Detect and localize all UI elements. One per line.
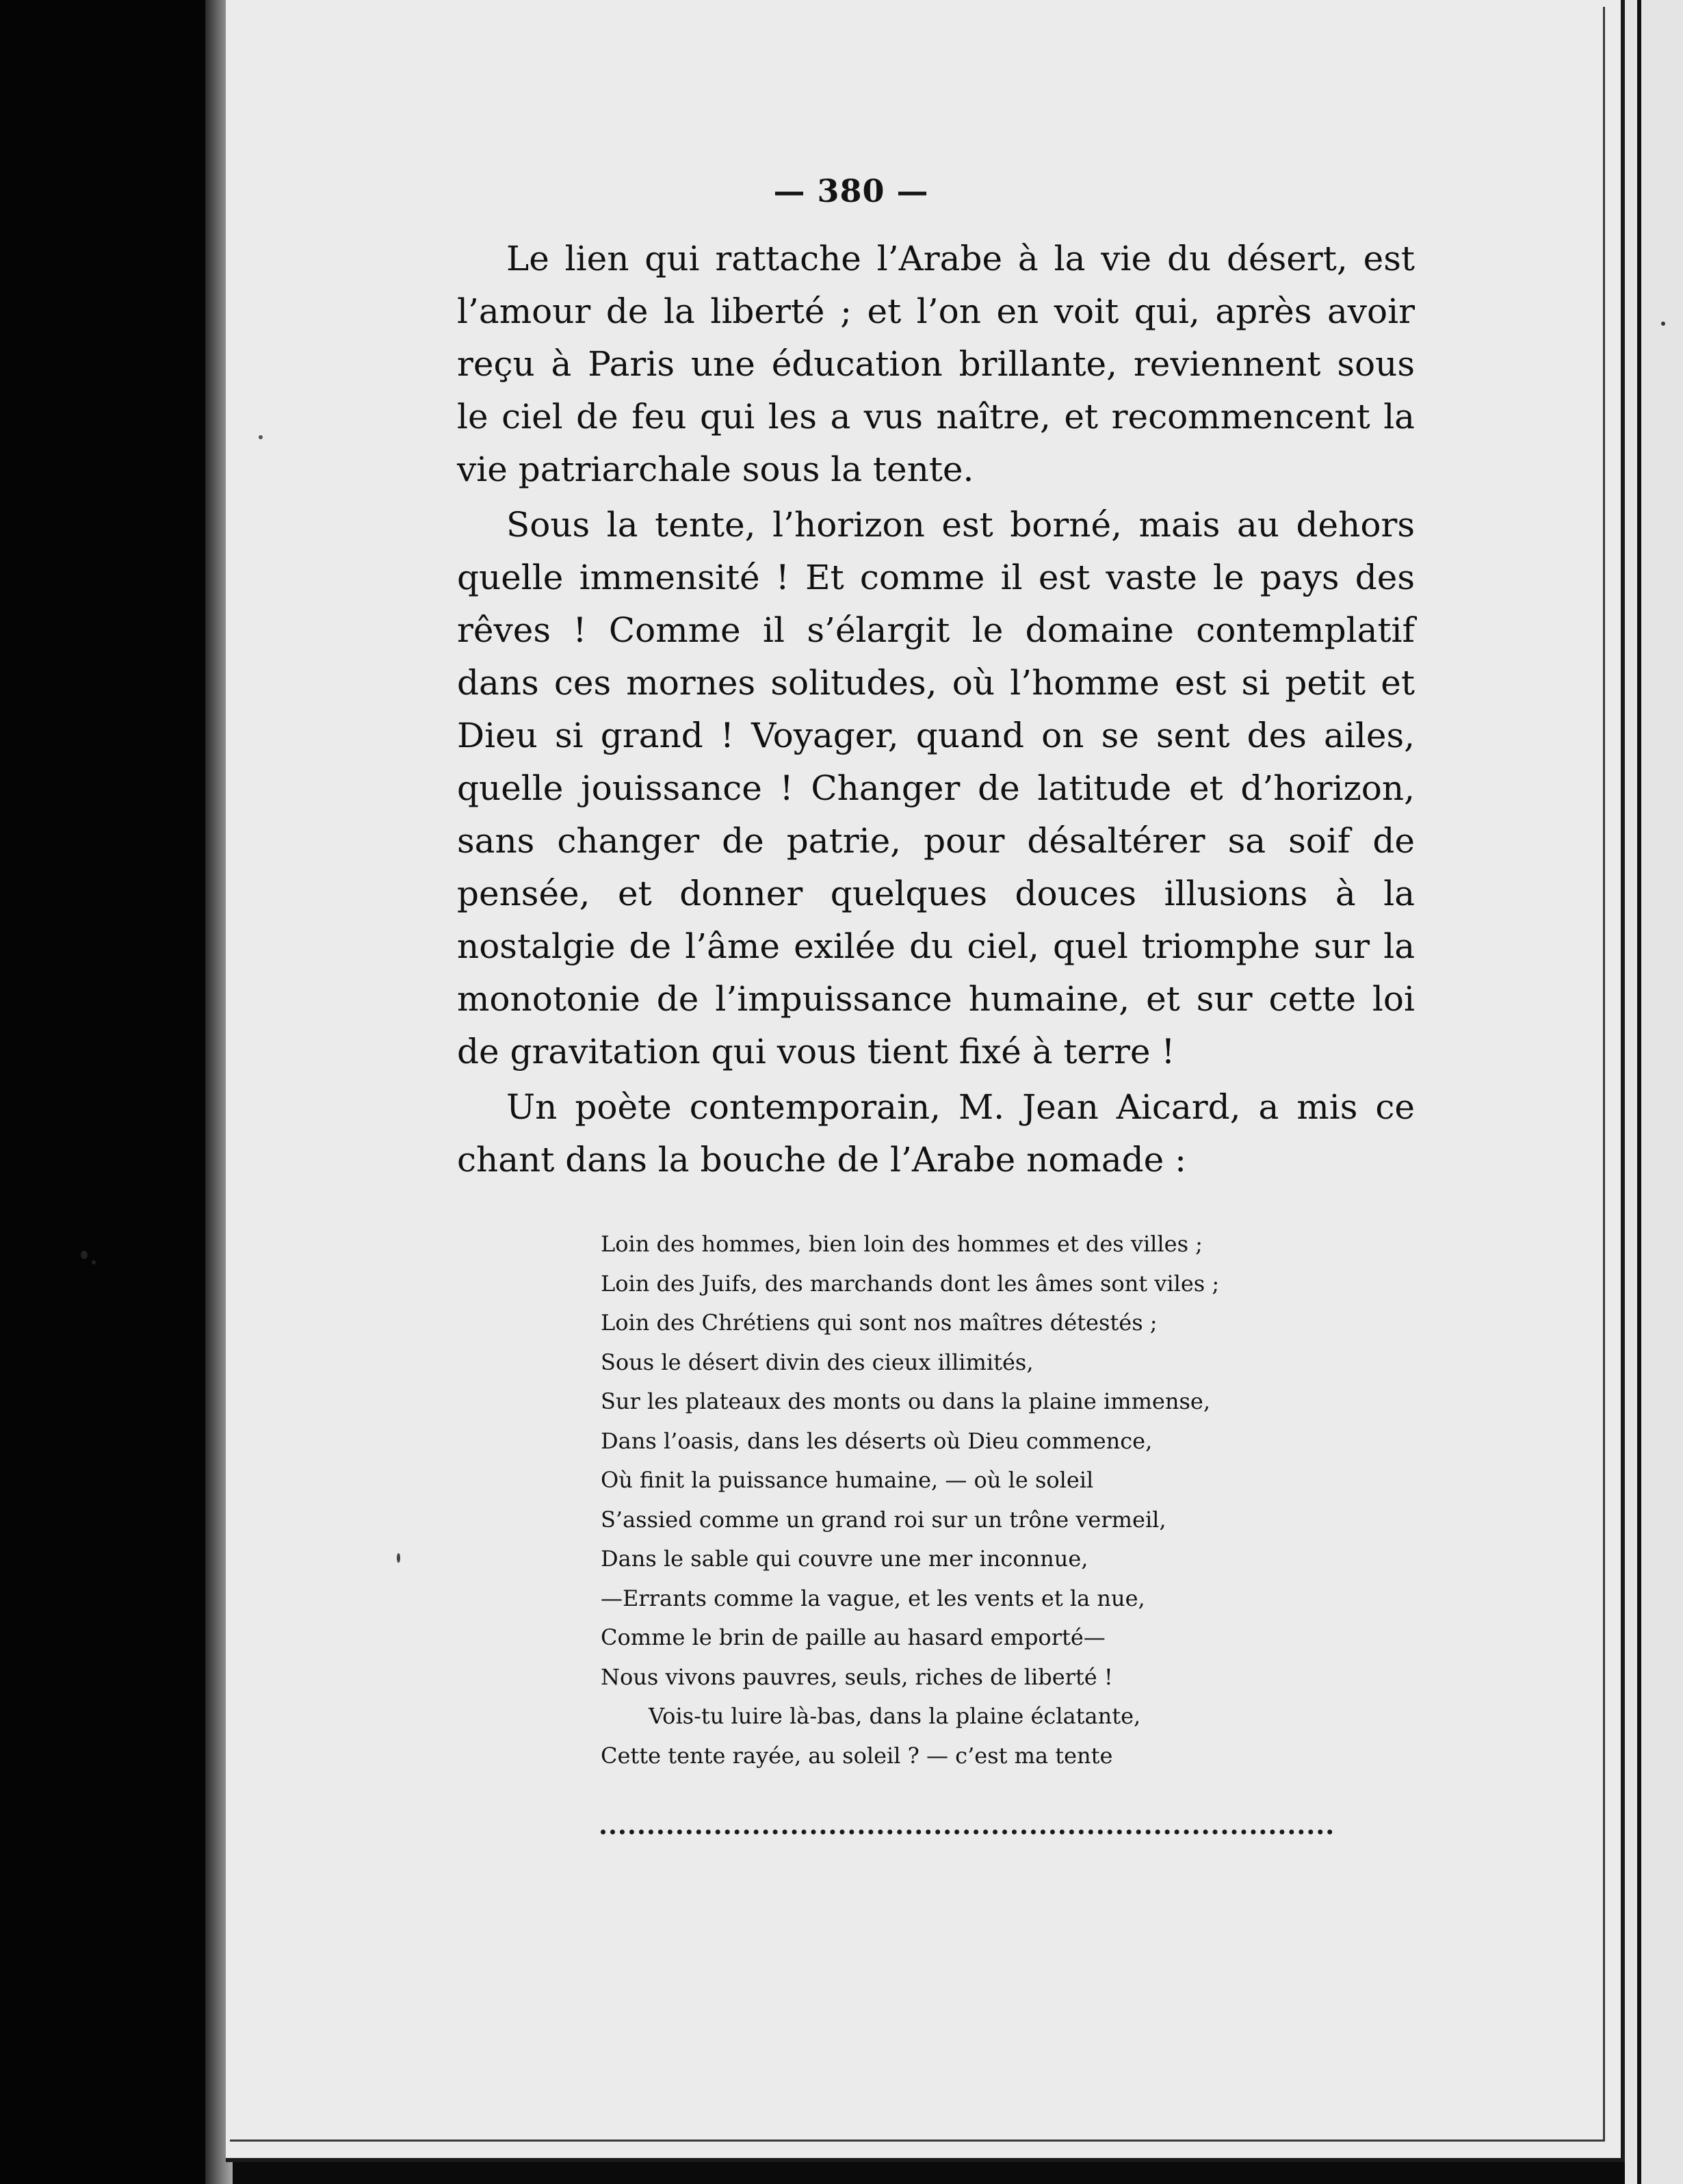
- poem-line: Sur les plateaux des monts ou dans la plaine immense,: [601, 1388, 1210, 1414]
- poem-line: Où finit la puissance humaine, — où le soleil: [601, 1467, 1094, 1493]
- paragraph: Un poète contemporain, M. Jean Aicard, a mis ce chant dans la bouche de l’Arabe nomade :: [457, 1087, 1415, 1180]
- poem-line: Dans le sable qui couvre une mer inconnue,: [601, 1546, 1088, 1572]
- paragraph: Le lien qui rattache l’Arabe à la vie du désert, est l’amour de la liberté ; et l’on en voit qui, après avoir reçu à Paris une éducation brillante, reviennent sous le ciel de feu qui les a vus naître, et recommencent la vie patriarchale sous la tente.: [457, 239, 1415, 489]
- poem-line: Vois-tu luire là-bas, dans la plaine éclatante,: [649, 1703, 1141, 1729]
- poem-line: Cette tente rayée, au soleil ? — c’est ma tente: [601, 1742, 1113, 1769]
- scan-speck: [1661, 322, 1665, 326]
- scan-dark-margin: [0, 0, 205, 2184]
- poem-line: Comme le brin de paille au hasard emporté—: [601, 1624, 1106, 1650]
- facing-page-border: [1637, 0, 1641, 2184]
- poem-line: Dans l’oasis, dans les déserts où Dieu commence,: [601, 1427, 1153, 1454]
- poem-line: S’assied comme un grand roi sur un trône vermeil,: [601, 1506, 1166, 1533]
- poem-line: Sous le désert divin des cieux illimités,: [601, 1349, 1034, 1375]
- poem-line: Loin des Chrétiens qui sont nos maîtres détestés ;: [601, 1310, 1158, 1336]
- ellipsis-rule: [601, 1821, 1333, 1834]
- body-text: [457, 233, 1415, 1189]
- poem-line: —Errants comme la vague, et les vents et la nue,: [601, 1585, 1145, 1611]
- scan-speck: [92, 1260, 96, 1264]
- scan-speck: [397, 1553, 400, 1563]
- poem-line: Loin des Juifs, des marchands dont les âmes sont viles ;: [601, 1270, 1220, 1297]
- scan-speck: [259, 435, 263, 439]
- scan-speck: [81, 1251, 88, 1259]
- facing-page-edge: [1625, 0, 1683, 2184]
- poem-excerpt: [601, 1225, 1340, 1776]
- poem-line: Nous vivons pauvres, seuls, riches de liberté !: [601, 1663, 1113, 1690]
- poem-line: Loin des hommes, bien loin des hommes et des villes ;: [601, 1231, 1203, 1257]
- paragraph: Sous la tente, l’horizon est borné, mais au dehors quelle immensité ! Et comme il est vaste le pays des rêves ! Comme il s’élargit le domaine contemplatif dans ces mornes solitudes, où l’homme est si petit et Dieu si grand ! Voyager, quand on se sent des ailes, quelle jouissance ! Changer de latitude et d’horizon, sans changer de patrie, pour désaltérer sa soif de pensée, et donner quelques douces illusions à la nostalgie de l’âme exilée du ciel, quel triomphe sur la monotonie de l’impuissance humaine, et sur cette loi de gravitation qui vous tient fixé à terre !: [457, 505, 1415, 1071]
- page-number: — 380 —: [773, 172, 929, 209]
